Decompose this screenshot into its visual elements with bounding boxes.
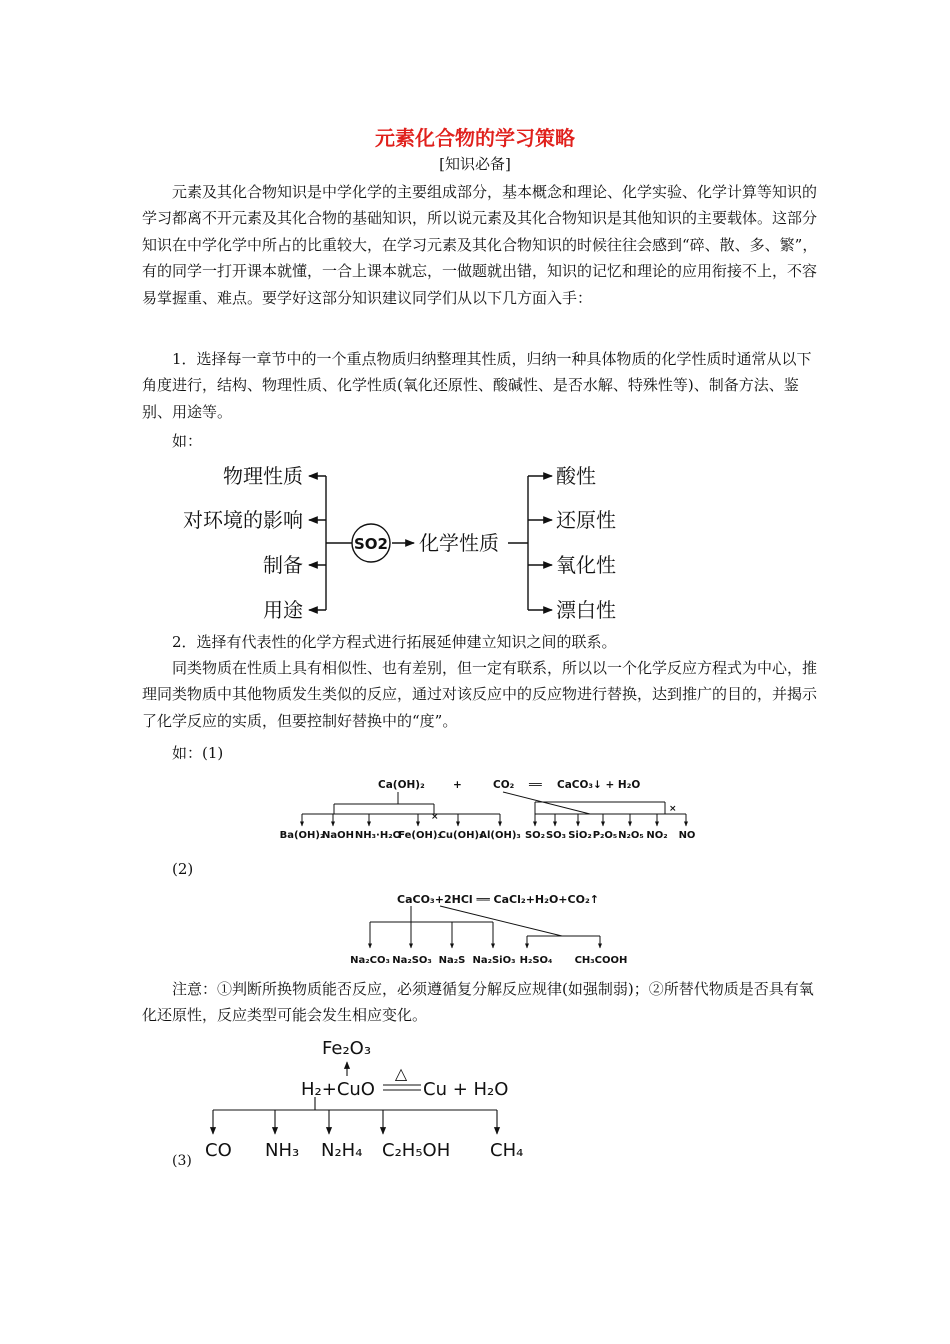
point-2-paragraph: 同类物质在性质上具有相似性、也有差别，但一定有联系，所以以一个化学反应方程式为中心，推理同类物质中其他物质发生类似的反应，通过对该反应中的反应物进行替换，达到推广的目的，并揭示了化学反应的实质，但要控制好替换中的“度”。 [142, 659, 818, 730]
caco3-hcl-equation: CaCO₃+2HCl ══ CaCl₂+H₂O+CO₂↑ [397, 893, 599, 906]
cross-mark-right: × [669, 804, 677, 814]
heat-condition: △ [394, 1064, 408, 1083]
intro-paragraph: 元素及其化合物知识是中学化学的主要组成部分，基本概念和理论、化学实验、化学计算等知识的学习都离不开元素及其化合物的基础知识，所以说元素及其化合物知识是其他知识的主要载体。这部分知识在中学化学中所占的比重较大，在学习元素及其化合物知识的时候往往会感到“碎、散、多、繁”，有的同学一打开课本就懂，一合上课本就忘，一做题就出错，知识的记忆和理论的应用衔接不上，不容易掌握重、难点。要学好这部分知识建议同学们从以下几方面入手： [142, 183, 818, 307]
fe2o3-label: Fe₂O₃ [322, 1038, 372, 1059]
note-paragraph: 注意：①判断所换物质能否反应，必须遵循复分解反应规律(如强制弱)；②所替代物质是否具有氧化还原性，反应类型可能会发生相应变化。 [142, 980, 814, 1025]
right-branch-4: 漂白性 [556, 598, 616, 622]
left-branch-4: 用途 [263, 598, 303, 622]
example-2-label: (2) [172, 860, 194, 878]
reductant-item: CH₄ [490, 1140, 524, 1161]
left-branch-3: 制备 [263, 553, 303, 577]
point-2-heading: 2．选择有代表性的化学方程式进行拓展延伸建立知识之间的联系。 [172, 633, 617, 651]
example-1-label: 如：(1) [172, 744, 224, 762]
example-label: 如： [172, 432, 203, 450]
plus-sign: + [453, 779, 462, 791]
cu-h2o-label: Cu + H₂O [423, 1079, 509, 1100]
products-caco3-h2o: CaCO₃↓ + H₂O [557, 779, 641, 791]
reactant-caoh2: Ca(OH)₂ [378, 779, 425, 791]
base-item: NaOH [322, 830, 354, 841]
reductant-item: C₂H₅OH [382, 1140, 451, 1161]
oxide-item: NO [678, 830, 696, 841]
oxide-item: SO₃ [545, 830, 567, 841]
acid-item: CH₃COOH [574, 955, 628, 966]
so2-center-node: SO2 [354, 535, 388, 553]
left-branch-2: 对环境的影响 [183, 508, 303, 532]
example-3-label: (3) [172, 1153, 192, 1169]
salt-item: Na₂CO₃ [350, 955, 390, 966]
right-branch-3: 氧化性 [556, 553, 616, 577]
reactant-co2: CO₂ [493, 779, 515, 791]
oxide-item: N₂O₅ [618, 830, 644, 841]
reductant-item: CO [205, 1140, 232, 1161]
oxide-item: NO₂ [646, 830, 668, 841]
cross-mark-left: × [431, 812, 439, 822]
equals-sign: ══ [529, 779, 542, 791]
salt-item: Na₂S [438, 955, 466, 966]
h2-cuo-label: H₂+CuO [301, 1079, 375, 1100]
point-1-paragraph: 1．选择每一章节中的一个重点物质归纳整理其性质，归纳一种具体物质的化学性质时通常从以下角度进行，结构、物理性质、化学性质(氧化还原性、酸碱性、是否水解、特殊性等)、制备方法、鉴别、用途等。 [142, 350, 812, 421]
right-branch-1: 酸性 [556, 464, 596, 488]
base-item: Fe(OH)₃ [398, 830, 442, 841]
salt-item: Na₂SiO₃ [472, 955, 516, 966]
salt-item: Na₂SO₃ [392, 955, 432, 966]
oxide-item: SO₂ [524, 830, 546, 841]
base-item: Cu(OH)₂ [438, 830, 484, 841]
oxide-item: SiO₂ [568, 830, 592, 841]
base-item: Al(OH)₃ [479, 830, 521, 841]
right-branch-2: 还原性 [556, 508, 616, 532]
base-item: NH₃·H₂O [354, 830, 402, 841]
acid-item: H₂SO₄ [519, 955, 553, 966]
left-branch-1: 物理性质 [223, 464, 303, 488]
chemical-properties-node: 化学性质 [419, 531, 499, 555]
page-title: 元素化合物的学习策略 [375, 126, 575, 150]
reductant-item: NH₃ [265, 1140, 300, 1161]
section-subtitle: [知识必备] [439, 155, 511, 173]
base-item: Ba(OH)₂ [279, 830, 325, 841]
oxide-item: P₂O₅ [592, 830, 618, 841]
reductant-item: N₂H₄ [321, 1140, 363, 1161]
